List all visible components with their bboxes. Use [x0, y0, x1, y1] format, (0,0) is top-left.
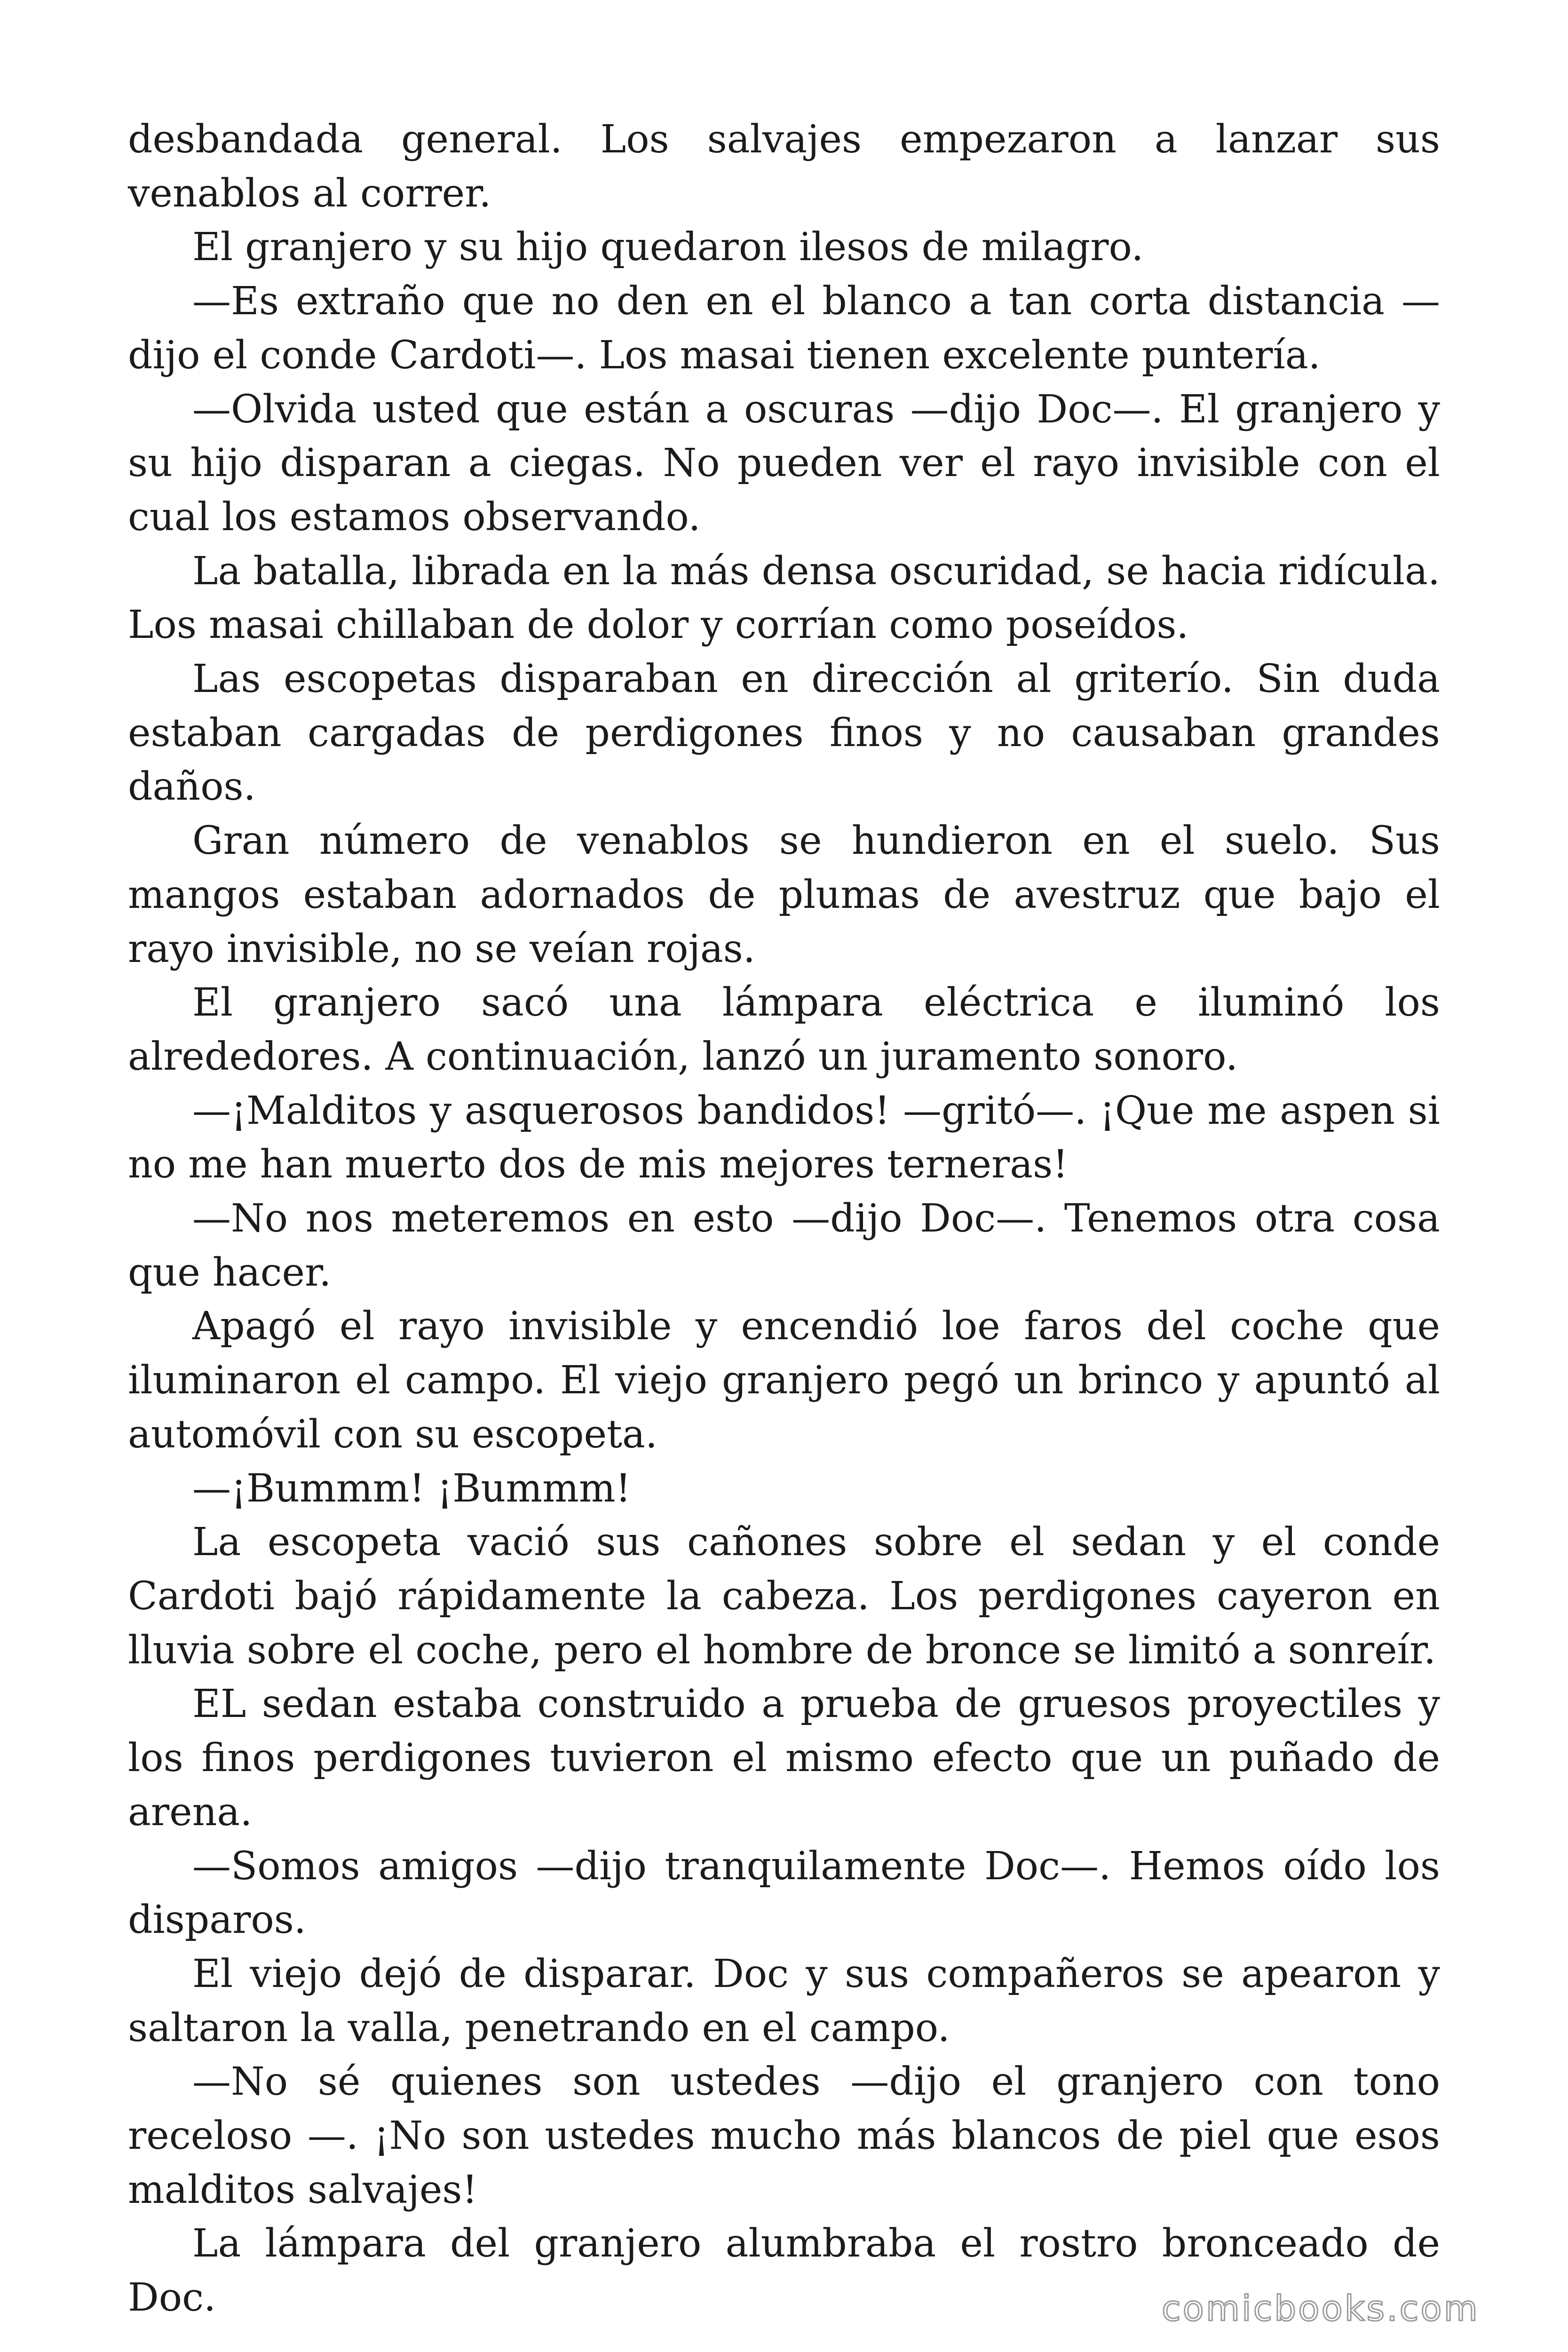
paragraph: —¡Bummm! ¡Bummm! — [192, 1466, 631, 1511]
paragraph: El granjero sacó una lámpara eléctrica e iluminó los alrededores. A continuación, lanzó un juramento sonoro. — [128, 980, 1440, 1079]
paragraph: La lámpara del granjero alumbraba el rostro bronceado de Doc. — [128, 2221, 1440, 2320]
paragraph: —¡Malditos y asquerosos bandidos! —gritó—. ¡Que me aspen si no me han muerto dos de mis mejores terneras! — [128, 1088, 1440, 1187]
paragraph: La escopeta vació sus cañones sobre el sedan y el conde Cardoti bajó rápidamente la cabeza. Los perdigones cayeron en lluvia sobre el coche, pero el hombre de bronce se limitó a sonreír. — [128, 1520, 1440, 1673]
watermark: comicbooks.com — [1162, 2288, 1480, 2329]
paragraph: La batalla, librada en la más densa oscuridad, se hacia ridícula. Los masai chillaban de dolor y corrían como poseídos. — [128, 548, 1440, 648]
paragraph: —No nos meteremos en esto —dijo Doc—. Tenemos otra cosa que hacer. — [128, 1196, 1440, 1295]
paragraph: El granjero y su hijo quedaron ilesos de milagro. — [192, 225, 1144, 270]
paragraph: Las escopetas disparaban en dirección al griterío. Sin duda estaban cargadas de perdigones finos y no causaban grandes daños. — [128, 657, 1440, 810]
paragraph: Gran número de venablos se hundieron en el suelo. Sus mangos estaban adornados de plumas de avestruz que bajo el rayo invisible, no se veían rojas. — [128, 818, 1440, 971]
paragraph: Apagó el rayo invisible y encendió loe faros del coche que iluminaron el campo. El viejo granjero pegó un brinco y apuntó al automóvil con su escopeta. — [128, 1304, 1440, 1457]
paragraph: —No sé quienes son ustedes —dijo el granjero con tono receloso —. ¡No son ustedes mucho más blancos de piel que esos malditos salvajes! — [128, 2059, 1440, 2212]
paragraph: El viejo dejó de disparar. Doc y sus compañeros se apearon y saltaron la valla, penetrando en el campo. — [128, 1951, 1440, 2050]
paragraph: —Olvida usted que están a oscuras —dijo Doc—. El granjero y su hijo disparan a ciegas. No pueden ver el rayo invisible con el cual los estamos observando. — [128, 387, 1440, 540]
paragraph: desbandada general. Los salvajes empezaron a lanzar sus venablos al correr. — [128, 117, 1440, 216]
paragraph: —Somos amigos —dijo tranquilamente Doc—. Hemos oído los disparos. — [128, 1843, 1440, 1943]
book-page-text — [128, 113, 1440, 2325]
paragraph: EL sedan estaba construido a prueba de gruesos proyectiles y los finos perdigones tuvieron el mismo efecto que un puñado de arena. — [128, 1682, 1440, 1835]
paragraph: —Es extraño que no den en el blanco a tan corta distancia —dijo el conde Cardoti—. Los masai tienen excelente puntería. — [128, 279, 1440, 378]
